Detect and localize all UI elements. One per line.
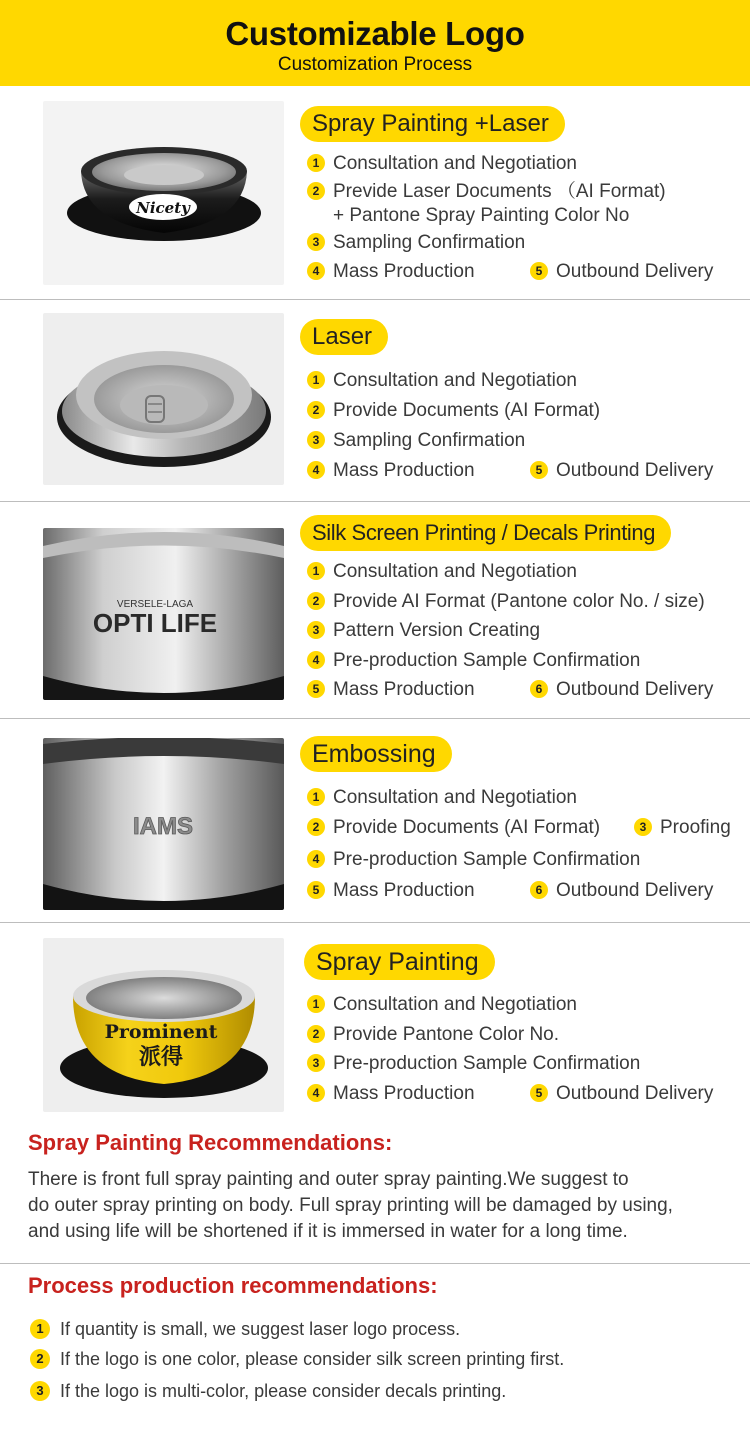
versele-laga-text: VERSELE-LAGA — [116, 599, 194, 610]
recommendation-line: There is front full spray painting and outer spray painting.We suggest to — [28, 1169, 629, 1190]
step-number: 4 — [307, 651, 325, 669]
step-item — [307, 1082, 475, 1106]
header-banner — [0, 0, 750, 86]
step-item — [530, 678, 713, 702]
tip-text: If quantity is small, we suggest laser logo process. — [60, 1319, 461, 1339]
step-item — [307, 152, 577, 176]
step-item — [307, 879, 475, 903]
step-text: Proofing — [660, 817, 731, 838]
step-text: Mass Production — [333, 1083, 475, 1104]
step-text: Outbound Delivery — [556, 261, 714, 282]
step-text: Pre-production Sample Confirmation — [333, 650, 641, 671]
step-text: Provide Documents (AI Format) — [333, 817, 601, 838]
step-text: Mass Production — [333, 460, 475, 481]
step-text: Mass Production — [333, 880, 475, 901]
step-text: Outbound Delivery — [556, 460, 714, 481]
step-item — [307, 231, 525, 255]
step-number: 5 — [307, 881, 325, 899]
step-number: 5 — [307, 680, 325, 698]
step-number: 2 — [30, 1349, 50, 1369]
step-item — [307, 260, 475, 284]
spray-recommendations-text — [28, 1167, 728, 1245]
iams-embossed-text: IAMS — [133, 813, 193, 840]
process-title-embossing: Embossing — [300, 736, 452, 772]
step-text: Sampling Confirmation — [333, 232, 526, 253]
step-text: Previde Laser Documents （AI Format) — [333, 181, 666, 202]
step-number: 3 — [307, 233, 325, 251]
step-text: Provide Pantone Color No. — [333, 1024, 560, 1045]
section-divider — [0, 501, 750, 502]
step-number: 3 — [634, 818, 652, 836]
step-item — [307, 619, 540, 643]
step-text: Mass Production — [333, 261, 475, 282]
step-text: Outbound Delivery — [556, 679, 714, 700]
step-item — [634, 816, 731, 840]
step-text: Consultation and Negotiation — [333, 994, 578, 1015]
black-bowl-photo — [43, 101, 284, 285]
tip-text: If the logo is one color, please consider silk screen printing first. — [60, 1349, 565, 1369]
step-item — [530, 1082, 713, 1106]
step-item — [307, 1023, 559, 1047]
tip-item — [30, 1317, 460, 1341]
step-text: Pre-production Sample Confirmation — [333, 849, 641, 870]
step-item — [307, 848, 640, 872]
silkscreen-bowl-photo — [43, 528, 284, 700]
step-item — [333, 204, 629, 228]
step-number: 4 — [307, 850, 325, 868]
process-recommendations-title: Process production recommendations: — [28, 1273, 438, 1298]
embossed-bowl-photo — [43, 738, 284, 910]
step-number: 6 — [530, 680, 548, 698]
step-text: Consultation and Negotiation — [333, 787, 578, 808]
step-item — [307, 369, 577, 393]
page-title: Customizable Logo — [225, 15, 525, 52]
step-item — [530, 260, 713, 284]
step-item — [307, 678, 475, 702]
step-number: 2 — [307, 818, 325, 836]
step-text: Consultation and Negotiation — [333, 153, 578, 174]
step-number: 1 — [307, 154, 325, 172]
step-number: 5 — [530, 1084, 548, 1102]
step-text: Pre-production Sample Confirmation — [333, 1053, 641, 1074]
step-number: 6 — [530, 881, 548, 899]
step-text: Pattern Version Creating — [333, 620, 541, 641]
step-number: 1 — [307, 788, 325, 806]
nicety-logo-text: Nicety — [136, 199, 190, 217]
step-number: 3 — [30, 1381, 50, 1401]
section-divider — [0, 299, 750, 300]
step-number: 2 — [307, 182, 325, 200]
step-number: 2 — [307, 1025, 325, 1043]
step-item — [307, 993, 577, 1017]
step-item — [307, 1052, 640, 1076]
tip-text: If the logo is multi-color, please consider decals printing. — [60, 1381, 507, 1401]
section-divider — [0, 922, 750, 923]
recommendation-line: and using life will be shortened if it is immersed in water for a long time. — [28, 1221, 628, 1242]
step-item — [530, 459, 713, 483]
opti-life-text: OPTI LIFE — [92, 608, 218, 638]
step-item — [530, 879, 713, 903]
section-divider — [0, 718, 750, 719]
step-number: 3 — [307, 431, 325, 449]
tip-item — [30, 1379, 506, 1403]
step-item — [307, 399, 600, 423]
step-number: 2 — [307, 401, 325, 419]
prominent-cn-text: 派得 — [138, 1045, 184, 1070]
step-text: Outbound Delivery — [556, 1083, 714, 1104]
step-item — [307, 649, 640, 673]
step-number: 4 — [307, 262, 325, 280]
step-number: 3 — [307, 1054, 325, 1072]
process-title-laser: Laser — [300, 319, 388, 355]
process-title-spray: Spray Painting — [304, 944, 495, 980]
prominent-logo-text: Prominent — [104, 1021, 218, 1043]
step-text: Consultation and Negotiation — [333, 370, 578, 391]
step-item — [307, 590, 705, 614]
step-text: Outbound Delivery — [556, 880, 714, 901]
step-text: Provide AI Format (Pantone color No. / size) — [333, 591, 705, 612]
spray-recommendations-title: Spray Painting Recommendations: — [28, 1130, 393, 1155]
step-item — [307, 816, 600, 840]
page-subtitle: Customization Process — [277, 54, 473, 75]
step-item — [307, 459, 475, 483]
section-divider — [0, 1263, 750, 1264]
step-number: 5 — [530, 262, 548, 280]
step-number: 2 — [307, 592, 325, 610]
yellow-bowl-photo — [43, 938, 284, 1112]
step-text: Provide Documents (AI Format) — [333, 400, 601, 421]
step-number: 1 — [307, 371, 325, 389]
process-title-spray-laser: Spray Painting +Laser — [300, 106, 565, 142]
step-number: 4 — [307, 1084, 325, 1102]
step-item — [307, 560, 577, 584]
step-text: + Pantone Spray Painting Color No — [333, 205, 630, 226]
step-number: 1 — [307, 995, 325, 1013]
step-number: 5 — [530, 461, 548, 479]
step-item — [307, 786, 577, 810]
step-number: 1 — [30, 1319, 50, 1339]
step-item — [307, 429, 525, 453]
steel-bowl-photo — [43, 313, 284, 485]
step-text: Mass Production — [333, 679, 475, 700]
process-title-silkscreen: Silk Screen Printing / Decals Printing — [300, 515, 671, 551]
recommendation-line: do outer spray printing on body. Full spray printing will be damaged by using, — [28, 1195, 673, 1216]
step-item — [307, 180, 666, 204]
step-text: Sampling Confirmation — [333, 430, 526, 451]
step-number: 3 — [307, 621, 325, 639]
tip-item — [30, 1347, 564, 1371]
step-text: Consultation and Negotiation — [333, 561, 578, 582]
step-number: 4 — [307, 461, 325, 479]
step-number: 1 — [307, 562, 325, 580]
